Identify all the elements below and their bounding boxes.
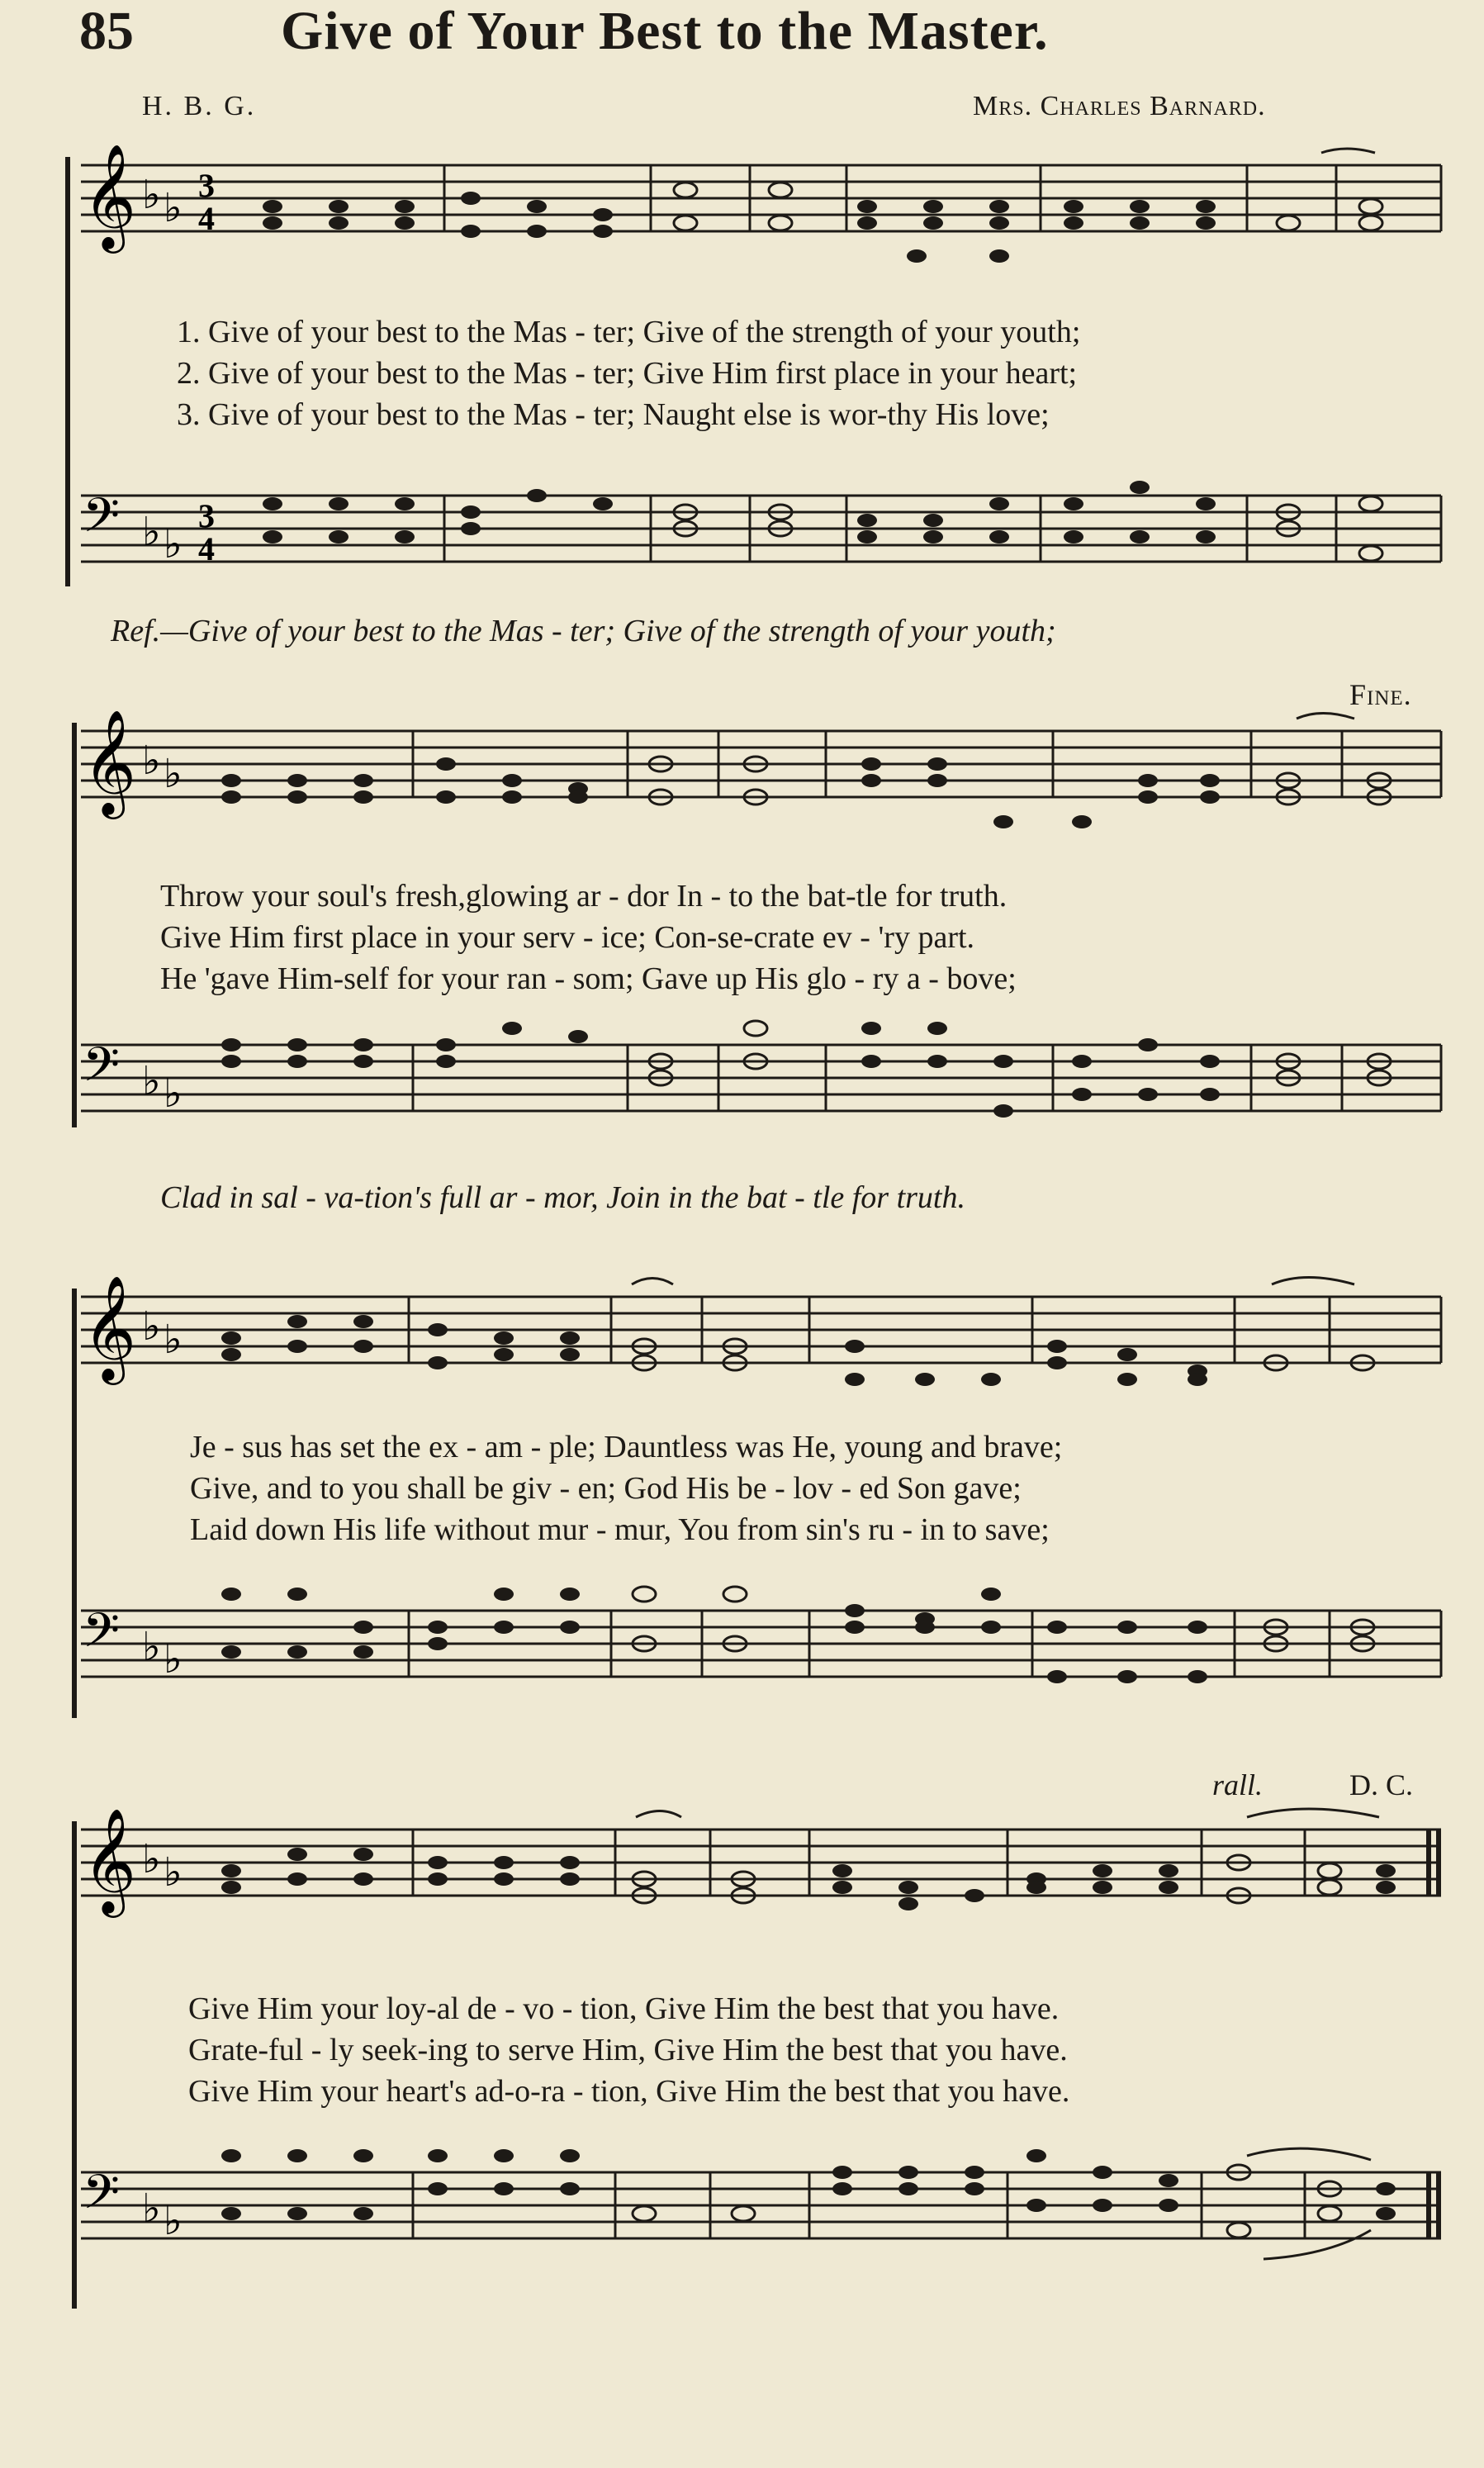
verse-line-1: 1. Give of your best to the Mas - ter; Give of the strength of your youth; [177, 315, 1081, 349]
verse-line-1: Throw your soul's fresh,glowing ar - dor In - to the bat-tle for truth. [160, 879, 1008, 914]
system-2 [0, 677, 1484, 1255]
svg-text:𝄢: 𝄢 [83, 487, 121, 555]
svg-text:♭: ♭ [164, 185, 183, 231]
svg-text:𝄞: 𝄞 [83, 1274, 137, 1380]
refrain-line: Clad in sal - va-tion's full ar - mor, Join in the bat - tle for truth. [160, 1180, 965, 1215]
svg-text:♭: ♭ [164, 1849, 183, 1896]
svg-text:♭: ♭ [164, 521, 183, 567]
svg-text:3: 3 [198, 167, 215, 204]
dc-marking: D. C. [1349, 1768, 1414, 1801]
svg-text:♭: ♭ [142, 738, 161, 784]
bass-staff-2 [0, 1028, 1484, 1152]
svg-text:𝄞: 𝄞 [83, 143, 137, 249]
svg-text:♭: ♭ [142, 1836, 161, 1882]
hymn-title: Give of Your Best to the Master. [281, 1, 1049, 61]
system-1 [0, 0, 1484, 648]
fine-marking: Fine. [1349, 678, 1412, 711]
svg-text:♭: ♭ [142, 172, 161, 218]
verse-line-1: Give Him your loy-al de - vo - tion, Give Him the best that you have. [188, 1991, 1060, 2026]
svg-text:𝄞: 𝄞 [83, 709, 137, 814]
svg-text:♭: ♭ [164, 1636, 183, 1683]
svg-text:4: 4 [198, 530, 215, 567]
verse-line-3: 3. Give of your best to the Mas - ter; Naught else is wor-thy His love; [177, 397, 1050, 432]
svg-text:4: 4 [198, 200, 215, 237]
hymn-number: 85 [79, 1, 134, 61]
svg-text:♭: ♭ [164, 751, 183, 797]
bass-staff-1 [0, 479, 1484, 603]
verse-line-3: He 'gave Him-self for your ran - som; Gave up His glo - ry a - bove; [160, 961, 1017, 996]
treble-staff-4 [0, 1807, 1484, 1945]
refrain-line: Ref.—Give of your best to the Mas - ter; Give of the strength of your youth; [111, 614, 1056, 648]
verse-line-2: Grate-ful - ly seek-ing to serve Him, Give Him the best that you have. [188, 2033, 1068, 2067]
treble-staff-1 [0, 143, 1484, 281]
verse-line-3: Laid down His life without mur - mur, You from sin's ru - in to save; [190, 1512, 1050, 1547]
verse-line-3: Give Him your heart's ad-o-ra - tion, Give Him the best that you have. [188, 2074, 1070, 2109]
svg-text:𝄢: 𝄢 [83, 1037, 121, 1104]
rall-marking: rall. [1212, 1768, 1264, 1801]
bass-staff-3 [0, 1594, 1484, 1718]
svg-text:♭: ♭ [142, 1058, 161, 1104]
svg-text:𝄞: 𝄞 [83, 1807, 137, 1913]
svg-text:♭: ♭ [142, 509, 161, 555]
bass-staff-4 [0, 2156, 1484, 2280]
verse-line-2: 2. Give of your best to the Mas - ter; Give Him first place in your heart; [177, 356, 1078, 391]
verse-line-2: Give Him first place in your serv - ice; Con-se-crate ev - 'ry part. [160, 920, 975, 955]
system-3 [0, 1264, 1484, 1726]
treble-staff-2 [0, 709, 1484, 847]
svg-text:♭: ♭ [164, 1070, 183, 1117]
svg-text:♭: ♭ [142, 1303, 161, 1350]
verse-line-2: Give, and to you shall be giv - en; God His be - lov - ed Son gave; [190, 1471, 1022, 1506]
svg-text:♭: ♭ [164, 1317, 183, 1363]
svg-text:♭: ♭ [142, 1624, 161, 1670]
svg-text:𝄢: 𝄢 [83, 2164, 121, 2232]
composer-name: Mrs. Charles Barnard. [973, 91, 1266, 121]
svg-text:♭: ♭ [164, 2198, 183, 2244]
verse-line-1: Je - sus has set the ex - am - ple; Dauntless was He, young and brave; [190, 1430, 1063, 1464]
svg-text:𝄢: 𝄢 [83, 1602, 121, 1670]
treble-staff-3 [0, 1274, 1484, 1412]
svg-text:3: 3 [198, 497, 215, 534]
author-initials: H. B. G. [142, 91, 257, 121]
svg-text:♭: ♭ [142, 2186, 161, 2232]
system-4 [0, 1768, 1484, 2346]
